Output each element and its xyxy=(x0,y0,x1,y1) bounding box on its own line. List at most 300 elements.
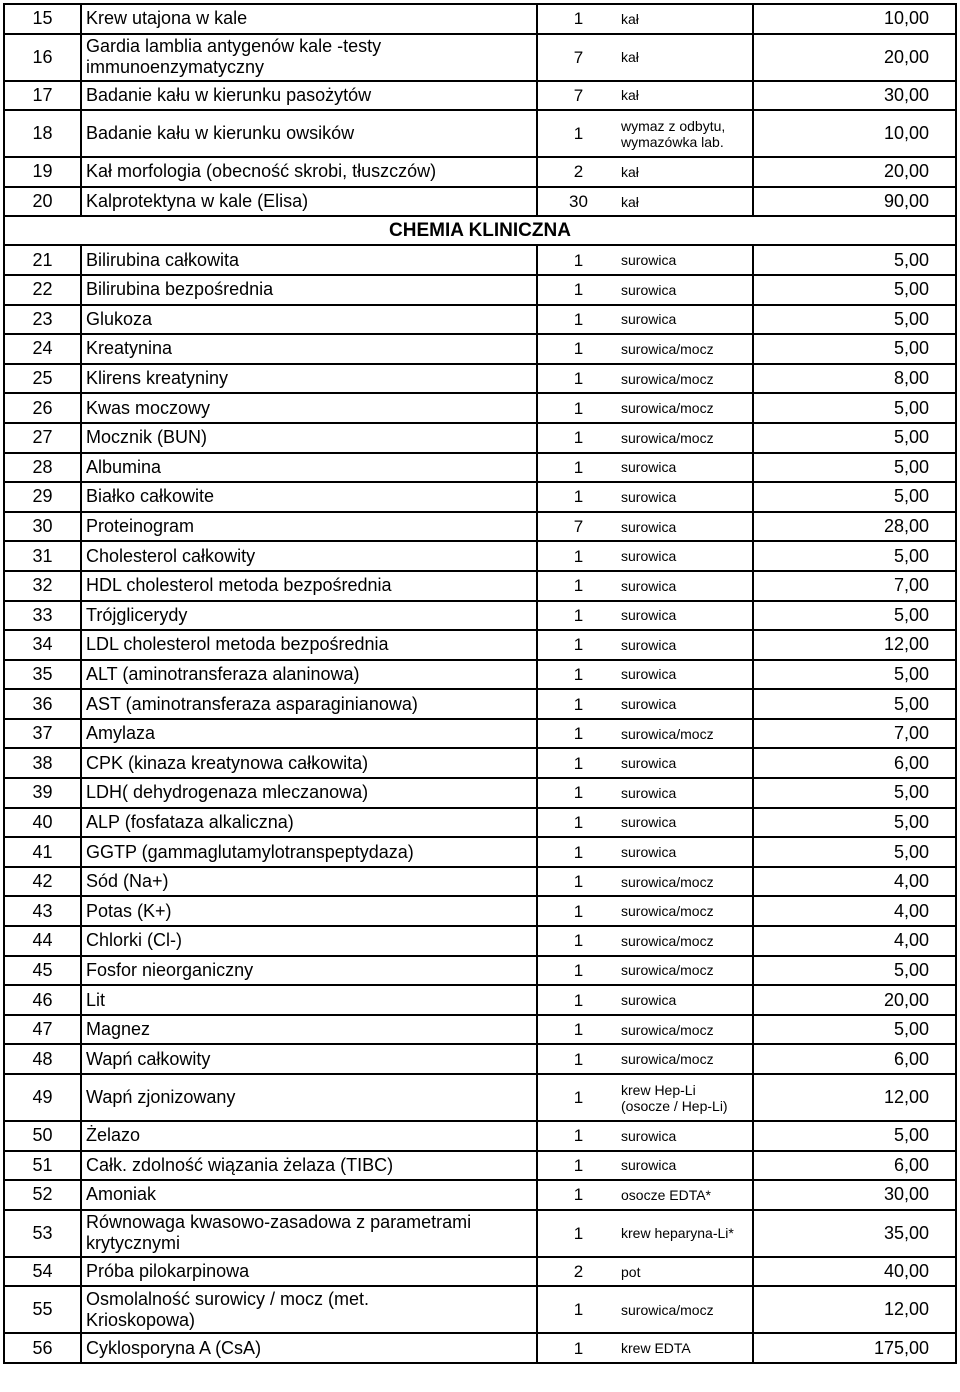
table-row xyxy=(4,541,956,571)
test-name-line: Kał morfologia (obecność skrobi, tłuszczów) xyxy=(86,161,437,182)
sample-material-line: surowica xyxy=(621,844,677,861)
sample-material-line: krew EDTA xyxy=(621,1340,691,1357)
price: 5,00 xyxy=(753,453,956,483)
sample-material xyxy=(619,867,753,897)
test-name-line: Lit xyxy=(86,989,106,1010)
sample-material xyxy=(619,1180,753,1210)
price: 5,00 xyxy=(753,808,956,838)
sample-material xyxy=(619,541,753,571)
sample-material-line: surowica/mocz xyxy=(621,932,714,949)
test-name xyxy=(81,867,537,897)
table-row xyxy=(4,245,956,275)
row-number: 41 xyxy=(4,837,81,867)
test-name-line: Żelazo xyxy=(86,1125,141,1146)
sample-material-line: surowica xyxy=(621,281,677,298)
sample-material xyxy=(619,1257,753,1287)
table-row xyxy=(4,719,956,749)
test-name-line: Badanie kału w kierunku pasożytów xyxy=(86,84,372,105)
table-row xyxy=(4,896,956,926)
test-name-line: krytycznymi xyxy=(86,1233,180,1254)
test-name-line: Amoniak xyxy=(86,1184,157,1205)
price: 6,00 xyxy=(753,1151,956,1181)
table-row xyxy=(4,81,956,111)
price: 90,00 xyxy=(753,187,956,217)
row-number: 43 xyxy=(4,896,81,926)
table-row xyxy=(4,1044,956,1074)
price: 8,00 xyxy=(753,364,956,394)
table-row xyxy=(4,423,956,453)
test-name xyxy=(81,571,537,601)
row-number: 48 xyxy=(4,1044,81,1074)
turnaround-days: 1 xyxy=(537,393,619,423)
price: 7,00 xyxy=(753,719,956,749)
section-header xyxy=(4,216,956,245)
table-body-top xyxy=(4,4,956,216)
test-name xyxy=(81,393,537,423)
table-row xyxy=(4,985,956,1015)
sample-material-line: surowica xyxy=(621,755,677,772)
test-name-line: LDL cholesterol metoda bezpośrednia xyxy=(86,634,389,655)
row-number: 29 xyxy=(4,482,81,512)
test-name-line: AST (aminotransferaza asparaginianowa) xyxy=(86,693,418,714)
sample-material-line: surowica xyxy=(621,459,677,476)
sample-material xyxy=(619,1286,753,1333)
row-number: 40 xyxy=(4,808,81,838)
turnaround-days: 1 xyxy=(537,305,619,335)
row-number: 52 xyxy=(4,1180,81,1210)
price: 10,00 xyxy=(753,110,956,157)
sample-material-line: surowica xyxy=(621,696,677,713)
price: 5,00 xyxy=(753,245,956,275)
sample-material-line: surowica xyxy=(621,814,677,831)
section-row xyxy=(4,216,956,245)
sample-material-line: surowica xyxy=(621,252,677,269)
sample-material-line: surowica/mocz xyxy=(621,725,714,742)
row-number: 34 xyxy=(4,630,81,660)
sample-material xyxy=(619,926,753,956)
row-number: 50 xyxy=(4,1121,81,1151)
test-name xyxy=(81,689,537,719)
price: 5,00 xyxy=(753,305,956,335)
sample-material xyxy=(619,1333,753,1363)
test-name xyxy=(81,4,537,34)
test-name-line: Kwas moczowy xyxy=(86,397,211,418)
price: 7,00 xyxy=(753,571,956,601)
sample-material xyxy=(619,1151,753,1181)
price: 12,00 xyxy=(753,1074,956,1121)
table-row xyxy=(4,1074,956,1121)
turnaround-days: 1 xyxy=(537,601,619,631)
turnaround-days: 1 xyxy=(537,4,619,34)
price: 10,00 xyxy=(753,4,956,34)
sample-material-line: surowica/mocz xyxy=(621,1021,714,1038)
test-name-line: Albumina xyxy=(86,456,162,477)
table-row xyxy=(4,689,956,719)
sample-material xyxy=(619,512,753,542)
price: 5,00 xyxy=(753,956,956,986)
turnaround-days: 1 xyxy=(537,630,619,660)
test-name-line: Amylaza xyxy=(86,723,156,744)
test-name-line: Krioskopowa) xyxy=(86,1309,196,1330)
turnaround-days: 7 xyxy=(537,81,619,111)
turnaround-days: 1 xyxy=(537,110,619,157)
table-row xyxy=(4,1286,956,1333)
sample-material xyxy=(619,81,753,111)
turnaround-days: 30 xyxy=(537,187,619,217)
test-name xyxy=(81,1257,537,1287)
row-number: 22 xyxy=(4,275,81,305)
test-name-line: GGTP (gammaglutamylotranspeptydaza) xyxy=(86,841,414,862)
sample-material-line: kał xyxy=(621,193,639,210)
turnaround-days: 1 xyxy=(537,1015,619,1045)
test-name xyxy=(81,660,537,690)
test-name-line: Chlorki (Cl-) xyxy=(86,930,182,951)
test-name xyxy=(81,926,537,956)
table-row xyxy=(4,867,956,897)
table-row xyxy=(4,4,956,34)
sample-material-line: surowica xyxy=(621,992,677,1009)
row-number: 25 xyxy=(4,364,81,394)
test-name-line: Krew utajona w kale xyxy=(86,8,248,29)
row-number: 23 xyxy=(4,305,81,335)
sample-material xyxy=(619,334,753,364)
sample-material xyxy=(619,245,753,275)
turnaround-days: 1 xyxy=(537,660,619,690)
row-number: 21 xyxy=(4,245,81,275)
sample-material xyxy=(619,110,753,157)
test-name xyxy=(81,157,537,187)
price: 20,00 xyxy=(753,157,956,187)
table-row xyxy=(4,110,956,157)
table-row xyxy=(4,748,956,778)
test-name-line: Osmolalność surowicy / mocz (met. xyxy=(86,1288,370,1309)
price: 12,00 xyxy=(753,630,956,660)
test-name-line: HDL cholesterol metoda bezpośrednia xyxy=(86,575,392,596)
turnaround-days: 1 xyxy=(537,1210,619,1257)
turnaround-days: 7 xyxy=(537,512,619,542)
test-name-line: ALP (fosfataza alkaliczna) xyxy=(86,811,294,832)
test-name xyxy=(81,34,537,81)
sample-material xyxy=(619,453,753,483)
sample-material-line: kał xyxy=(621,87,639,104)
row-number: 28 xyxy=(4,453,81,483)
price-list-table xyxy=(3,3,957,1364)
test-name-line: Glukoza xyxy=(86,308,153,329)
sample-material-line: surowica/mocz xyxy=(621,340,714,357)
sample-material-line: surowica xyxy=(621,1157,677,1174)
test-name-line: Potas (K+) xyxy=(86,900,172,921)
turnaround-days: 1 xyxy=(537,1044,619,1074)
sample-material-line: surowica xyxy=(621,311,677,328)
sample-material xyxy=(619,808,753,838)
test-name xyxy=(81,364,537,394)
sample-material xyxy=(619,305,753,335)
sample-material xyxy=(619,275,753,305)
price: 5,00 xyxy=(753,275,956,305)
sample-material xyxy=(619,393,753,423)
price: 4,00 xyxy=(753,867,956,897)
test-name xyxy=(81,187,537,217)
sample-material-line: wymaz z odbytu, xyxy=(621,117,726,134)
row-number: 24 xyxy=(4,334,81,364)
table-row xyxy=(4,1015,956,1045)
test-name xyxy=(81,1074,537,1121)
turnaround-days: 1 xyxy=(537,808,619,838)
sample-material-line: surowica xyxy=(621,607,677,624)
test-name xyxy=(81,482,537,512)
price: 175,00 xyxy=(753,1333,956,1363)
sample-material xyxy=(619,956,753,986)
row-number: 39 xyxy=(4,778,81,808)
price: 6,00 xyxy=(753,748,956,778)
test-name-line: Fosfor nieorganiczny xyxy=(86,959,254,980)
table-row xyxy=(4,275,956,305)
turnaround-days: 1 xyxy=(537,896,619,926)
test-name-line: Badanie kału w kierunku owsików xyxy=(86,123,355,144)
table-row xyxy=(4,837,956,867)
turnaround-days: 2 xyxy=(537,1257,619,1287)
turnaround-days: 1 xyxy=(537,719,619,749)
price: 35,00 xyxy=(753,1210,956,1257)
test-name-line: Kalprotektyna w kale (Elisa) xyxy=(86,191,309,212)
test-name xyxy=(81,630,537,660)
price: 30,00 xyxy=(753,1180,956,1210)
test-name xyxy=(81,601,537,631)
price: 5,00 xyxy=(753,837,956,867)
test-name-line: Proteinogram xyxy=(86,516,195,537)
sample-material xyxy=(619,748,753,778)
sample-material-line: surowica/mocz xyxy=(621,1051,714,1068)
turnaround-days: 1 xyxy=(537,364,619,394)
table-row xyxy=(4,601,956,631)
price: 40,00 xyxy=(753,1257,956,1287)
turnaround-days: 1 xyxy=(537,453,619,483)
sample-material-line: surowica xyxy=(621,784,677,801)
table-row xyxy=(4,1257,956,1287)
test-name-line: Bilirubina całkowita xyxy=(86,249,240,270)
test-name-line: Białko całkowite xyxy=(86,486,215,507)
sample-material xyxy=(619,1044,753,1074)
turnaround-days: 7 xyxy=(537,34,619,81)
test-name-line: LDH( dehydrogenaza mleczanowa) xyxy=(86,782,369,803)
sample-material xyxy=(619,1210,753,1257)
test-name xyxy=(81,1333,537,1363)
test-name-line: Bilirubina bezpośrednia xyxy=(86,279,274,300)
row-number: 30 xyxy=(4,512,81,542)
sample-material-line: krew heparyna-Li* xyxy=(621,1225,734,1242)
price: 5,00 xyxy=(753,334,956,364)
section-title: CHEMIA KLINICZNA xyxy=(4,216,956,245)
row-number: 20 xyxy=(4,187,81,217)
sample-material xyxy=(619,837,753,867)
test-name xyxy=(81,808,537,838)
turnaround-days: 2 xyxy=(537,157,619,187)
price: 5,00 xyxy=(753,778,956,808)
row-number: 36 xyxy=(4,689,81,719)
sample-material xyxy=(619,1074,753,1121)
test-name xyxy=(81,719,537,749)
sample-material-line: surowica xyxy=(621,577,677,594)
row-number: 27 xyxy=(4,423,81,453)
table-row xyxy=(4,778,956,808)
turnaround-days: 1 xyxy=(537,1074,619,1121)
table-row xyxy=(4,1151,956,1181)
test-name xyxy=(81,1044,537,1074)
turnaround-days: 1 xyxy=(537,541,619,571)
table-row xyxy=(4,453,956,483)
price: 5,00 xyxy=(753,1121,956,1151)
test-name xyxy=(81,778,537,808)
test-name-line: Cyklosporyna A (CsA) xyxy=(86,1337,262,1358)
sample-material xyxy=(619,630,753,660)
turnaround-days: 1 xyxy=(537,1333,619,1363)
sample-material xyxy=(619,423,753,453)
price: 5,00 xyxy=(753,660,956,690)
table-row xyxy=(4,1180,956,1210)
sample-material xyxy=(619,689,753,719)
sample-material-line: surowica xyxy=(621,666,677,683)
sample-material xyxy=(619,34,753,81)
sample-material-line: surowica xyxy=(621,636,677,653)
test-name xyxy=(81,305,537,335)
price: 5,00 xyxy=(753,423,956,453)
table-row xyxy=(4,334,956,364)
sample-material xyxy=(619,1015,753,1045)
table-row xyxy=(4,482,956,512)
row-number: 16 xyxy=(4,34,81,81)
test-name xyxy=(81,896,537,926)
test-name-line: Trójglicerydy xyxy=(86,604,188,625)
table-row xyxy=(4,926,956,956)
row-number: 54 xyxy=(4,1257,81,1287)
sample-material-line: wymazówka lab. xyxy=(621,133,724,150)
sample-material xyxy=(619,364,753,394)
sample-material-line: surowica xyxy=(621,488,677,505)
row-number: 44 xyxy=(4,926,81,956)
price: 6,00 xyxy=(753,1044,956,1074)
row-number: 56 xyxy=(4,1333,81,1363)
test-name xyxy=(81,1015,537,1045)
row-number: 31 xyxy=(4,541,81,571)
sample-material-line: surowica/mocz xyxy=(621,962,714,979)
table-body-chem xyxy=(4,245,956,1363)
price: 20,00 xyxy=(753,985,956,1015)
sample-material xyxy=(619,985,753,1015)
row-number: 55 xyxy=(4,1286,81,1333)
turnaround-days: 1 xyxy=(537,275,619,305)
sample-material-line: surowica xyxy=(621,1127,677,1144)
sample-material-line: surowica/mocz xyxy=(621,429,714,446)
sample-material-line: krew Hep-Li xyxy=(621,1081,696,1098)
test-name xyxy=(81,541,537,571)
turnaround-days: 1 xyxy=(537,689,619,719)
row-number: 19 xyxy=(4,157,81,187)
test-name-line: Cholesterol całkowity xyxy=(86,545,256,566)
turnaround-days: 1 xyxy=(537,245,619,275)
test-name-line: Wapń zjonizowany xyxy=(86,1087,236,1107)
test-name xyxy=(81,837,537,867)
sample-material xyxy=(619,601,753,631)
test-name xyxy=(81,275,537,305)
sample-material-line: kał xyxy=(621,163,639,180)
row-number: 35 xyxy=(4,660,81,690)
test-name xyxy=(81,81,537,111)
test-name-line: Mocznik (BUN) xyxy=(86,427,208,448)
price: 30,00 xyxy=(753,81,956,111)
row-number: 18 xyxy=(4,110,81,157)
turnaround-days: 1 xyxy=(537,867,619,897)
sample-material xyxy=(619,1121,753,1151)
sample-material-line: kał xyxy=(621,10,639,27)
test-name xyxy=(81,956,537,986)
table-row xyxy=(4,1121,956,1151)
test-name xyxy=(81,1180,537,1210)
test-name-line: Kreatynina xyxy=(86,338,173,359)
table-row xyxy=(4,1210,956,1257)
price: 12,00 xyxy=(753,1286,956,1333)
test-name xyxy=(81,245,537,275)
table-row xyxy=(4,630,956,660)
row-number: 15 xyxy=(4,4,81,34)
table-row xyxy=(4,34,956,81)
test-name-line: Wapń całkowity xyxy=(86,1048,211,1069)
sample-material xyxy=(619,571,753,601)
turnaround-days: 1 xyxy=(537,571,619,601)
sample-material-line: kał xyxy=(621,49,639,66)
sample-material xyxy=(619,719,753,749)
turnaround-days: 1 xyxy=(537,748,619,778)
sample-material xyxy=(619,4,753,34)
test-name xyxy=(81,512,537,542)
sample-material xyxy=(619,482,753,512)
turnaround-days: 1 xyxy=(537,423,619,453)
row-number: 47 xyxy=(4,1015,81,1045)
table-row xyxy=(4,393,956,423)
turnaround-days: 1 xyxy=(537,482,619,512)
test-name xyxy=(81,423,537,453)
sample-material-line: surowica xyxy=(621,518,677,535)
sample-material xyxy=(619,157,753,187)
test-name-line: CPK (kinaza kreatynowa całkowita) xyxy=(86,752,369,773)
price: 5,00 xyxy=(753,482,956,512)
sample-material-line: surowica/mocz xyxy=(621,400,714,417)
price: 20,00 xyxy=(753,34,956,81)
turnaround-days: 1 xyxy=(537,334,619,364)
price: 4,00 xyxy=(753,896,956,926)
price: 5,00 xyxy=(753,541,956,571)
row-number: 53 xyxy=(4,1210,81,1257)
turnaround-days: 1 xyxy=(537,985,619,1015)
row-number: 51 xyxy=(4,1151,81,1181)
sample-material-line: surowica/mocz xyxy=(621,370,714,387)
sample-material-line: surowica/mocz xyxy=(621,1301,714,1318)
row-number: 26 xyxy=(4,393,81,423)
turnaround-days: 1 xyxy=(537,956,619,986)
test-name xyxy=(81,985,537,1015)
turnaround-days: 1 xyxy=(537,837,619,867)
row-number: 46 xyxy=(4,985,81,1015)
table-row xyxy=(4,157,956,187)
row-number: 38 xyxy=(4,748,81,778)
table-row xyxy=(4,512,956,542)
table-row xyxy=(4,1333,956,1363)
sample-material-line: pot xyxy=(621,1263,641,1280)
test-name-line: Próba pilokarpinowa xyxy=(86,1261,250,1282)
test-name xyxy=(81,110,537,157)
table-row xyxy=(4,364,956,394)
turnaround-days: 1 xyxy=(537,926,619,956)
row-number: 49 xyxy=(4,1074,81,1121)
